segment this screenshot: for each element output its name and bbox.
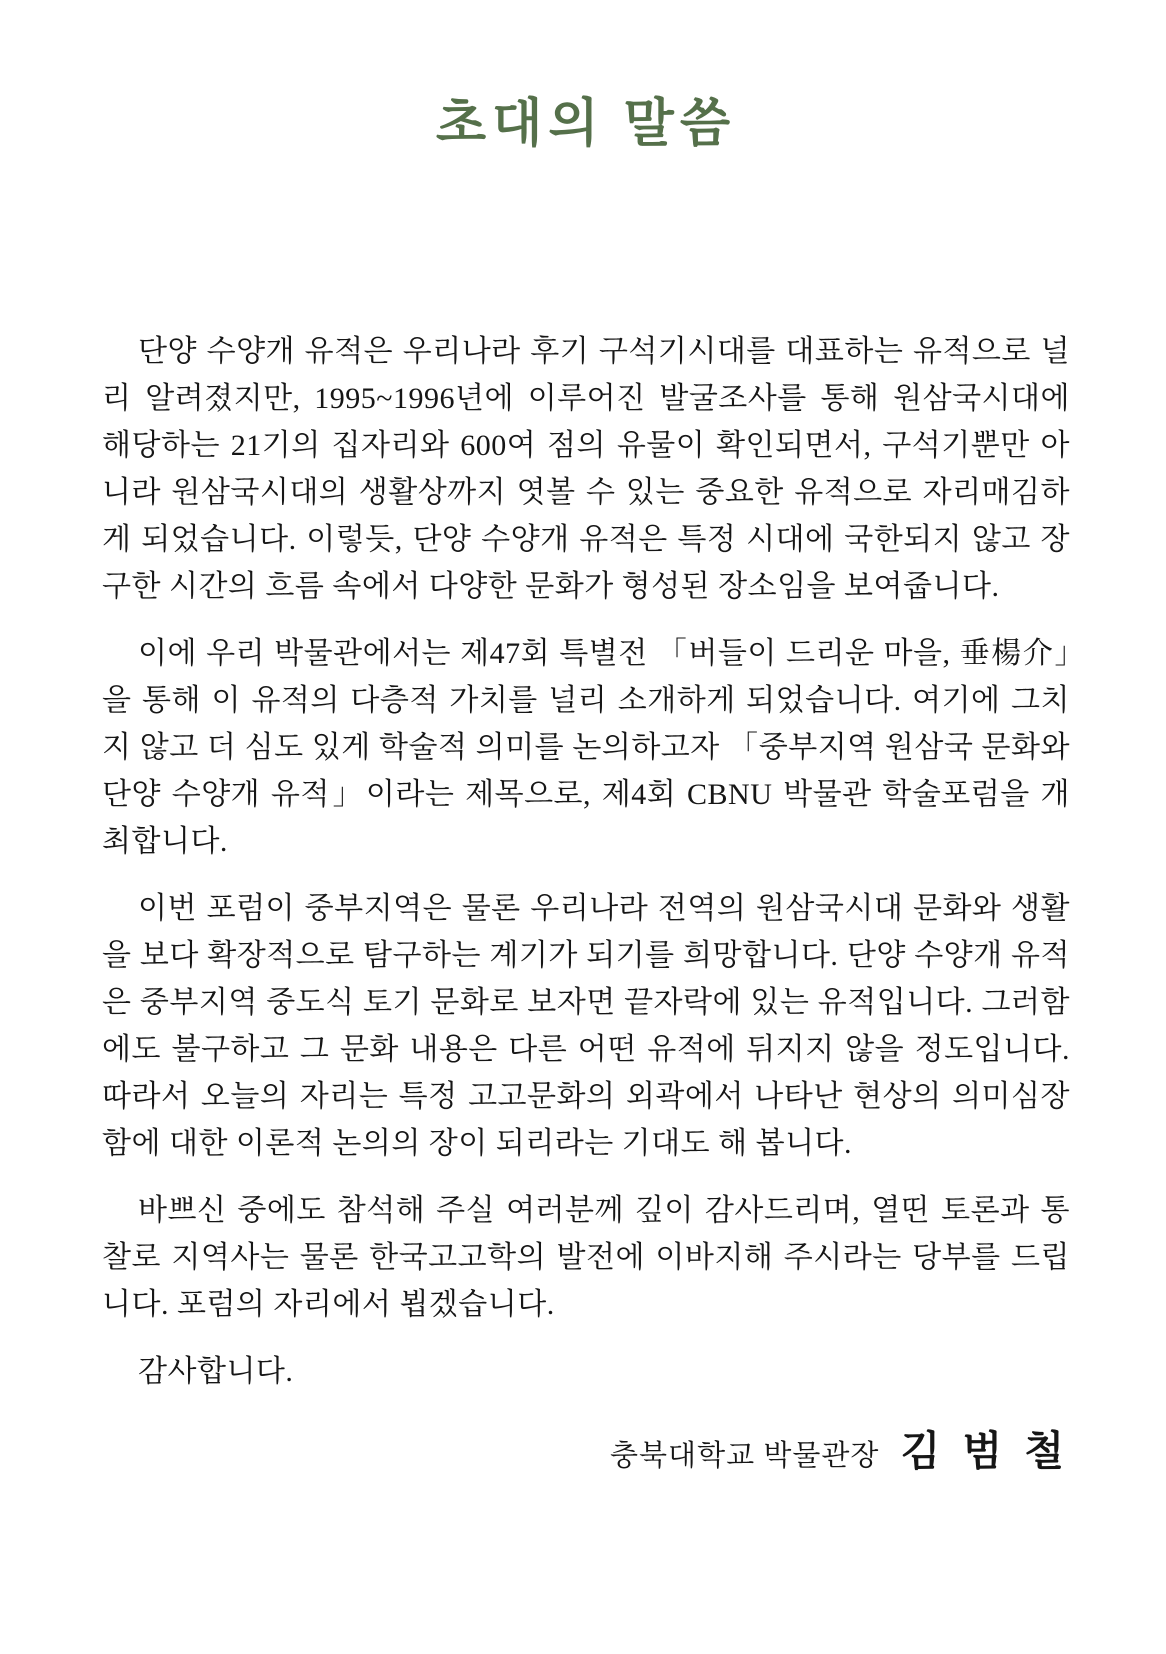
paragraph-gratitude: 바쁘신 중에도 참석해 주실 여러분께 깊이 감사드리며, 열띤 토론과 통찰로 지역사는 물론 한국고고학의 발전에 이바지해 주시라는 당부를 드립니다. 포럼의 자리에서 뵙겠습니다. [102, 1194, 1070, 1321]
document-title: 초대의 말씀 [435, 96, 737, 153]
signature-name: 김 범 철 [900, 1428, 1070, 1474]
signature-affiliation: 충북대학교 박물관장 [610, 1440, 880, 1472]
signature [102, 1423, 1070, 1484]
paragraph-exhibition-forum: 이에 우리 박물관에서는 제47회 특별전 「버들이 드리운 마을, 垂楊介」을 통해 이 유적의 다층적 가치를 널리 소개하게 되었습니다. 여기에 그치지 않고 더 심도 있게 학술적 의미를 논의하고자 「중부지역 원삼국 문화와 단양 수양개 유적」이라는 제목으로, 제4회 CBNU 박물관 학술포럼을 개최합니다. [102, 637, 1070, 858]
document-body [102, 328, 1070, 1484]
paragraph-closing: 감사합니다. [138, 1355, 294, 1388]
paragraph-forum-hope: 이번 포럼이 중부지역은 물론 우리나라 전역의 원삼국시대 문화와 생활을 보다 확장적으로 탐구하는 계기가 되기를 희망합니다. 단양 수양개 유적은 중부지역 중도식 토기 문화로 보자면 끝자락에 있는 유적입니다. 그러함에도 불구하고 그 문화 내용은 다른 어떤 유적에 뒤지지 않을 정도입니다. 따라서 오늘의 자리는 특정 고고문화의 외곽에서 나타난 현상의 의미심장함에 대한 이론적 논의의 장이 되리라는 기대도 해 봅니다. [102, 892, 1070, 1160]
paragraph-intro-site: 단양 수양개 유적은 우리나라 후기 구석기시대를 대표하는 유적으로 널리 알려졌지만, 1995~1996년에 이루어진 발굴조사를 통해 원삼국시대에 해당하는 21기의 집자리와 600여 점의 유물이 확인되면서, 구석기뿐만 아니라 원삼국시대의 생활상까지 엿볼 수 있는 중요한 유적으로 자리매김하게 되었습니다. 이렇듯, 단양 수양개 유적은 특정 시대에 국한되지 않고 장구한 시간의 흐름 속에서 다양한 문화가 형성된 장소임을 보여줍니다. [102, 335, 1070, 603]
